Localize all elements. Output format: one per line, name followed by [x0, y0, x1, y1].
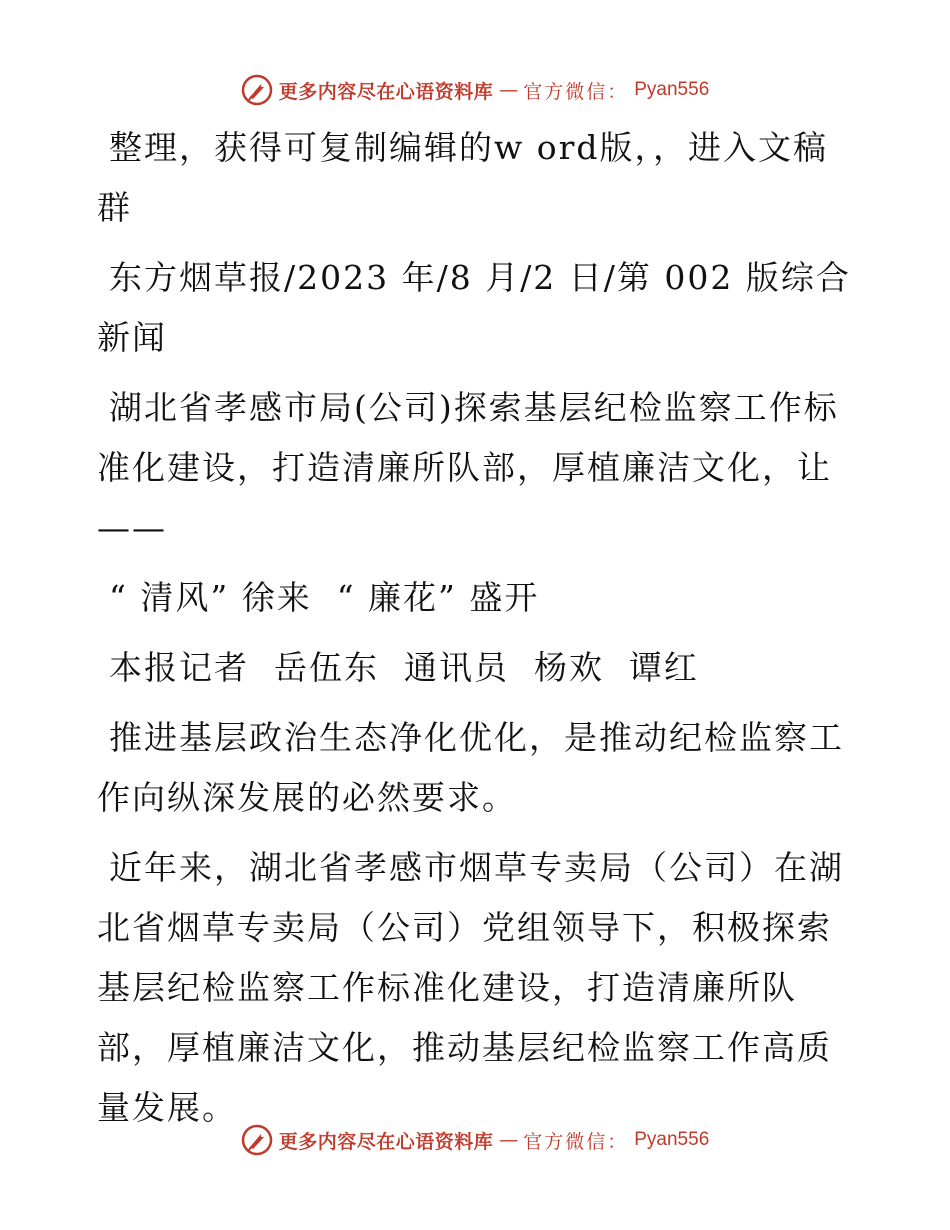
watermark-wechat-id: Pyan556 [634, 79, 710, 100]
pen-nib-icon [241, 74, 273, 106]
paragraph-body-2: 近年来，湖北省孝感市烟草专卖局（公司）在湖北省烟草专卖局（公司）党组领导下，积极探索基层纪检监察工作标准化建设，打造清廉所队部，厚植廉洁文化，推动基层纪检监察工作高质量发展。 [97, 848, 844, 1127]
paragraph-source: 东方烟草报/2023 年/8 月/2 日/第 002 版综合新闻 [97, 258, 851, 357]
watermark-site-text: 更多内容尽在心语资料库 [278, 80, 494, 103]
watermark-separator: — [499, 1129, 518, 1151]
watermark-header [0, 70, 950, 110]
paragraph-body-1: 推进基层政治生态净化优化，是推动纪检监察工作向纵深发展的必然要求。 [97, 718, 844, 817]
paragraph-headline-lead: 湖北省孝感市局(公司)探索基层纪检监察工作标准化建设，打造清廉所队部，厚植廉洁文化，让—— [97, 388, 839, 547]
watermark-site-text: 更多内容尽在心语资料库 [278, 1130, 494, 1153]
watermark-wechat-label: 官方微信： [523, 80, 629, 103]
watermark-wechat-label: 官方微信： [523, 1130, 629, 1153]
watermark-wechat-id: Pyan556 [634, 1129, 710, 1150]
watermark-footer [0, 1120, 950, 1160]
article-byline: 本报记者 岳伍东 通讯员 杨欢 谭红 [109, 648, 699, 687]
article-title: “ 清风” 徐来 “ 廉花” 盛开 [109, 578, 540, 617]
document-body [97, 118, 857, 1148]
paragraph-intro: 整理，获得可复制编辑的w ord版，，进入文稿群 [97, 128, 829, 227]
pen-nib-icon [241, 1124, 273, 1156]
watermark-separator: — [499, 79, 518, 101]
